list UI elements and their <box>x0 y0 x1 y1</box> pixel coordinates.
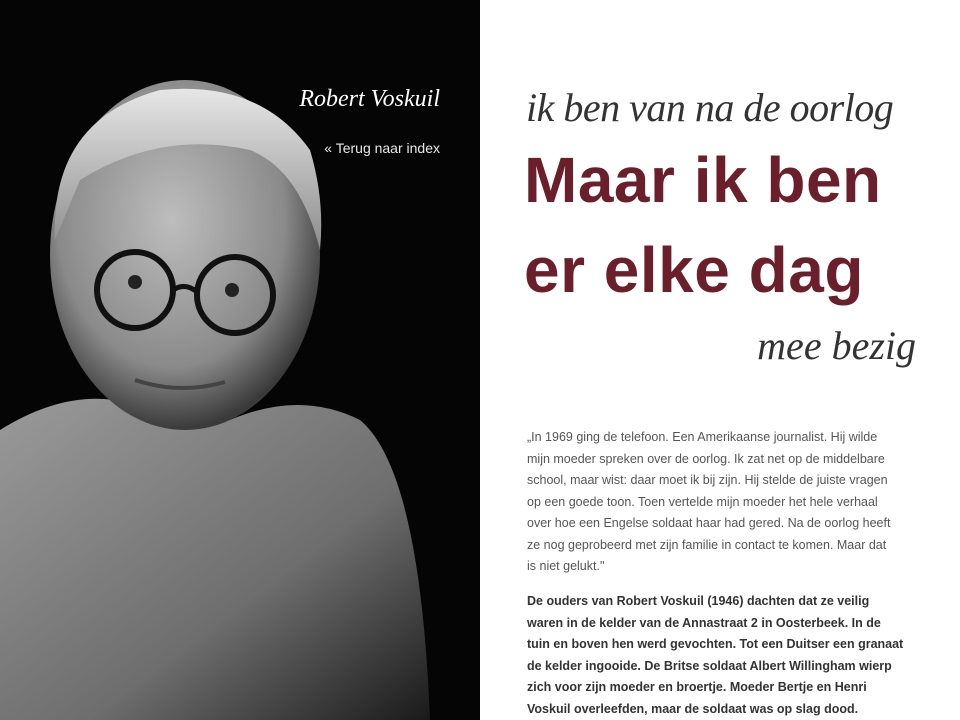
intro-line: zich voor zijn moeder en broertje. Moeder Bertje en Henri <box>527 680 867 694</box>
intro-line: Voskuil overleefden, maar de soldaat was op slag dood. <box>527 701 859 716</box>
quote-line: school, maar wist: daar moet ik bij zijn. Hij stelde de juiste vragen <box>527 473 888 487</box>
quote-line: is niet gelukt." <box>527 559 605 573</box>
headline-tail: mee bezig <box>757 323 916 368</box>
intro-line: tuin en boven hen werd gevochten. Tot een Duitser een granaat <box>527 637 904 651</box>
quote-line: op een goede toon. Toen vertelde mijn moeder het hele verhaal <box>527 494 878 509</box>
headline-line-2: er elke dag <box>524 234 864 306</box>
headline-line-1: Maar ik ben <box>524 144 882 216</box>
headline-kicker: ik ben van na de oorlog <box>526 85 894 130</box>
intro-line: de kelder ingooide. De Britse soldaat Albert Willingham wierp <box>527 658 892 673</box>
person-name: Robert Voskuil <box>299 86 440 112</box>
back-to-index-link[interactable]: « Terug naar index <box>324 140 440 156</box>
intro-line: waren in de kelder van de Annastraat 2 in Oosterbeek. In de <box>527 615 881 630</box>
quote-line: ze nog geprobeerd met zijn familie in contact te komen. Maar dat <box>527 537 887 552</box>
quote-line: mijn moeder spreken over de oorlog. Ik zat net op de middelbare <box>527 451 885 466</box>
intro-paragraph <box>527 591 937 720</box>
quote-line: „In 1969 ging de telefoon. Een Amerikaanse journalist. Hij wilde <box>527 430 878 444</box>
quote-paragraph <box>527 427 937 578</box>
article <box>480 0 960 720</box>
intro-line: De ouders van Robert Voskuil (1946) dachten dat ze veilig <box>527 594 870 608</box>
quote-line: over hoe een Engelse soldaat haar had gered. Na de oorlog heeft <box>527 516 891 530</box>
